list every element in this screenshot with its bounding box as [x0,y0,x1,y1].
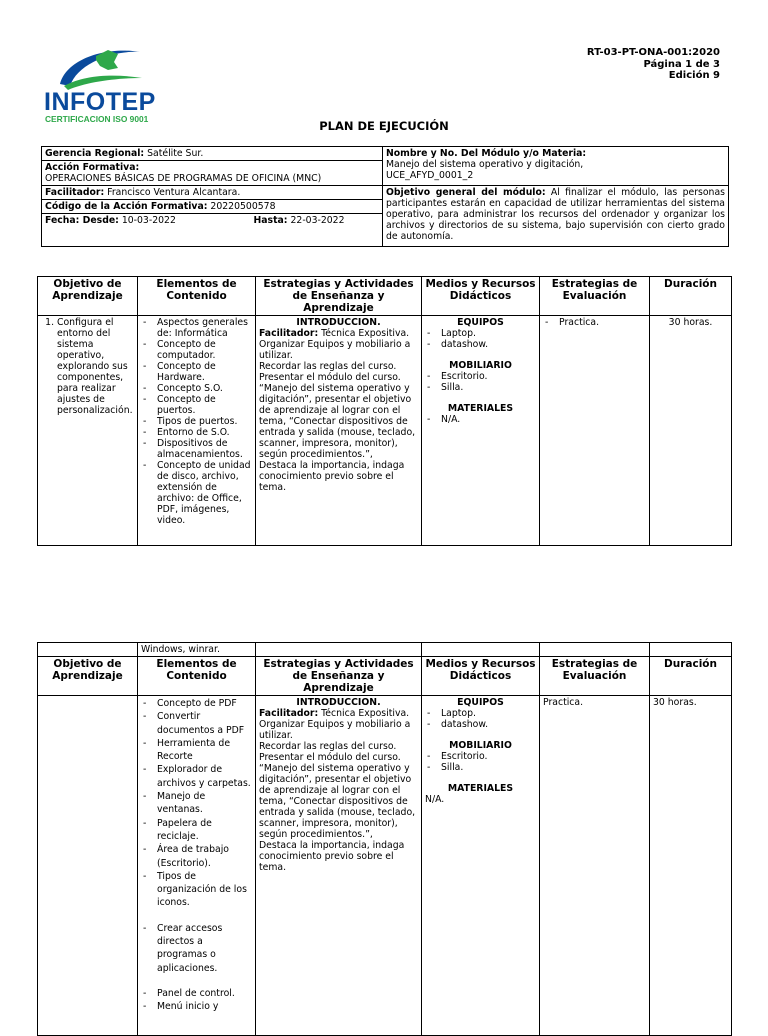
continuation-cell: Windows, winrar. [138,643,256,657]
modulo-value: Manejo del sistema operativo y digitación, [386,159,584,170]
list-item: - Concepto de puertos. [141,394,252,416]
fecha-label: Fecha: Desde: [45,215,119,226]
list-item: - Concepto de PDF [141,697,252,710]
facilitador-value: Francisco Ventura Alcantara. [104,187,241,198]
page-number: Página 1 de 3 [643,58,720,70]
objetivo-value: Al finalizar el módulo, las personas participantes estarán en capacidad de utilizar herramientas del sistema operativo, para administrar los recursos del ordenador y organizar los archivos y directorios de su sistema, bajo supervisión con cierto grado de autonomía. [386,187,725,242]
gerencia-cell [42,147,383,161]
list-item: - Tipos de puertos. [141,416,252,427]
list-item: - Papelera de reciclaje. [141,817,252,844]
col-elementos: Elementos de Contenido [138,657,256,696]
logo-swoosh-icon [56,44,144,90]
estrategias-body: Organizar Equipos y mobiliario a utilizar. Recordar las reglas del curso. Presentar el módulo del curso. “Manejo del sistema operativo y digitación”, presentar el objetivo de aprendizaje al lograr con el tema, “Conectar dispositivos de entrada y salida (mouse, teclado, scanner, impresora, monitor), según procedimientos.”, Destaca la importancia, indaga conocimiento previo sobre el tema. [259,719,416,873]
objetivo-item: 1. Configura el entorno del sistema operativo, explorando sus componentes, para realizar ajustes de personalización. [57,317,134,416]
col-objetivo: Objetivo de Aprendizaje [38,657,138,696]
list-item: - Área de trabajo (Escritorio). [141,843,252,870]
col-evaluacion: Estrategias de Evaluación [540,277,650,316]
fecha-desde: 10-03-2022 [118,215,176,226]
list-item: - Manejo de ventanas. [141,790,252,817]
col-estrategias: Estrategias y Actividades de Enseñanza y Aprendizaje [256,657,422,696]
col-duracion: Duración [650,277,732,316]
estrategias-fac-label: Facilitador: [259,328,319,339]
list-item: - Concepto S.O. [141,383,252,394]
objetivo-cell [38,696,138,1036]
modulo-cell [383,147,729,186]
info-table [41,146,729,247]
estrategias-heading: INTRODUCCION. [296,697,381,708]
evaluacion-cell [540,316,650,546]
plan-table-1 [37,276,732,546]
medios-cell [422,316,540,546]
materiales-value: N/A. [425,794,445,805]
document-reference [587,47,720,82]
col-objetivo: Objetivo de Aprendizaje [38,277,138,316]
facilitador-cell [42,186,383,200]
elementos-cell [138,316,256,546]
list-item: - Convertir documentos a PDF [141,710,252,737]
list-item: - Escritorio. [425,371,536,382]
codigo-label: Código de la Acción Formativa: [45,201,208,212]
col-estrategias: Estrategias y Actividades de Enseñanza y Aprendizaje [256,277,422,316]
codigo-cell [42,200,383,214]
list-item: - Entorno de S.O. [141,427,252,438]
list-item: - Concepto de computador. [141,339,252,361]
list-item: - Explorador de archivos y carpetas. [141,763,252,790]
list-item: - Concepto de unidad de disco, archivo, extensión de archivo: de Office, PDF, imágenes, video. [141,460,252,526]
col-duracion: Duración [650,657,732,696]
estrategias-body: Organizar Equipos y mobiliario a utilizar. Recordar las reglas del curso. Presentar el módulo del curso. “Manejo del sistema operativo y digitación”, presentar el objetivo de aprendizaje al lograr con el tema, “Conectar dispositivos de entrada y salida (mouse, teclado, scanner, impresora, monitor), según procedimientos.”, Destaca la importancia, indaga conocimiento previo sobre el tema. [259,339,416,493]
gerencia-label: Gerencia Regional: [45,148,145,159]
codigo-value: 20220500578 [207,201,276,212]
list-item: - datashow. [425,719,536,730]
mobiliario-label: MOBILIARIO [449,740,512,751]
list-item: - N/A. [425,414,536,425]
fecha-cell [42,214,383,247]
modulo-code: UCE_AFYD_0001_2 [386,170,474,181]
elementos-list [141,317,252,526]
list-item: - Menú inicio y [141,1000,252,1013]
estrategias-cell [256,316,422,546]
evaluacion-cell: Practica. [540,696,650,1036]
edition: Edición 9 [668,70,720,81]
infotep-logo [42,44,160,124]
estrategias-heading: INTRODUCCION. [296,317,381,328]
list-item: - Dispositivos de almacenamientos. [141,438,252,460]
estrategias-fac-value: Técnica Expositiva. [318,328,410,339]
elementos-cell [138,696,256,1036]
hasta-group [254,215,345,226]
hasta-value: 22-03-2022 [287,215,345,226]
objetivo-cell [38,316,138,546]
list-item: - Laptop. [425,328,536,339]
list-item: - Escritorio. [425,751,536,762]
col-evaluacion: Estrategias de Evaluación [540,657,650,696]
accion-label: Acción Formativa: [45,162,140,173]
estrategias-cell [256,696,422,1036]
list-item: - Practica. [543,317,646,328]
list-item: - Aspectos generales de: Informática [141,317,252,339]
col-elementos: Elementos de Contenido [138,277,256,316]
estrategias-fac-label: Facilitador: [259,708,319,719]
medios-cell [422,696,540,1036]
page-title: PLAN DE EJECUCIÓN [319,119,449,133]
equipos-label: EQUIPOS [457,697,504,708]
hasta-label: Hasta: [253,215,288,226]
estrategias-fac-value: Técnica Expositiva. [318,708,410,719]
list-item: - Tipos de organización de los iconos. [141,870,252,910]
objetivo-general-cell [383,186,729,247]
list-item: - Silla. [425,382,536,393]
list-item: - Panel de control. [141,987,252,1000]
list-item: - Crear accesos directos a programas o aplicaciones. [141,922,252,975]
list-item: - datashow. [425,339,536,350]
logo-certification: CERTIFICACION ISO 9001 [45,114,149,124]
list-item: - Herramienta de Recorte [141,737,252,764]
col-medios: Medios y Recursos Didácticos [422,277,540,316]
duracion-cell: 30 horas. [650,696,732,1036]
col-medios: Medios y Recursos Didácticos [422,657,540,696]
accion-cell [42,161,383,186]
duracion-cell: 30 horas. [650,316,732,546]
list-item: - Concepto de Hardware. [141,361,252,383]
modulo-label: Nombre y No. Del Módulo y/o Materia: [386,148,587,159]
mobiliario-label: MOBILIARIO [449,360,512,371]
elementos-list [141,697,252,1014]
list-item: - Laptop. [425,708,536,719]
list-item: - Silla. [425,762,536,773]
facilitador-label: Facilitador: [45,187,105,198]
doc-code: RT-03-PT-ONA-001:2020 [586,47,720,58]
materiales-label: MATERIALES [447,783,514,794]
logo-wordmark: INFOTEP [44,88,156,116]
objetivo-label: Objetivo general del módulo: [386,187,546,198]
materiales-label: MATERIALES [447,403,514,414]
plan-table-2 [37,642,732,1036]
equipos-label: EQUIPOS [457,317,504,328]
accion-value: OPERACIONES BÁSICAS DE PROGRAMAS DE OFICINA (MNC) [45,173,322,184]
gerencia-value: Satélite Sur. [144,148,204,159]
